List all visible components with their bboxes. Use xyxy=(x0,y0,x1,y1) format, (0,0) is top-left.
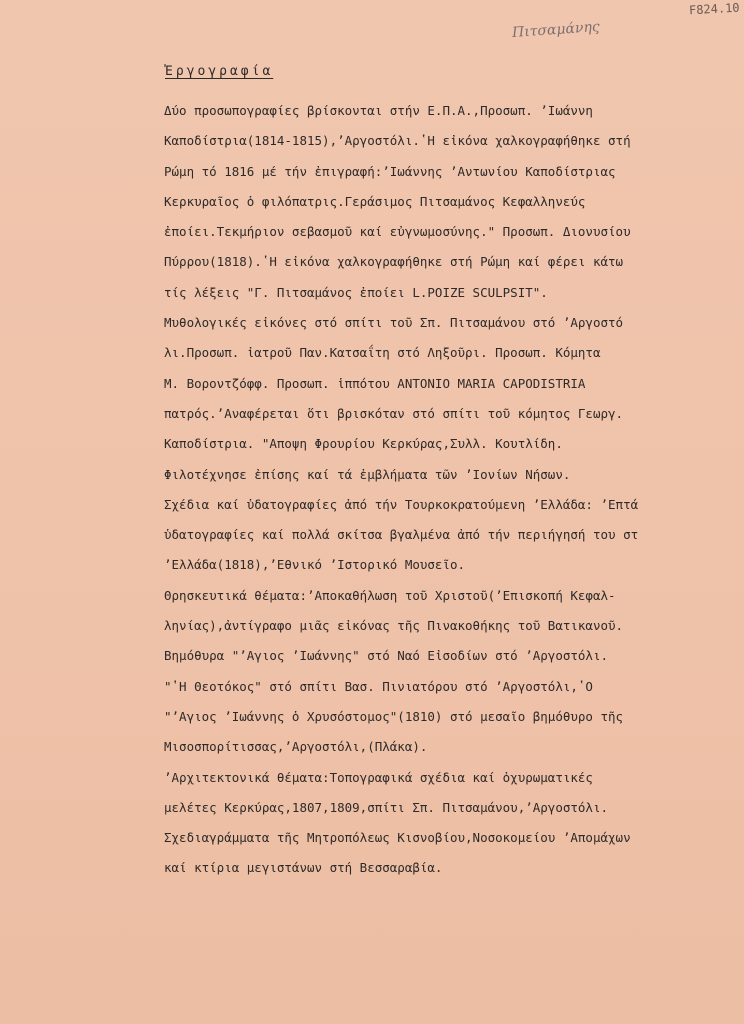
text-line: Καποδίστρια(1814-1815),ʼΑργοστόλι.ʽΗ εἰκόνα χαλκογραφήθηκε στή xyxy=(164,133,631,149)
text-line: Φιλοτέχνησε ἐπίσης καί τά ἐμβλήματα τῶν ʼΙονίων Νήσων. xyxy=(164,466,571,482)
document-title: Ἐργογραφία xyxy=(165,64,274,79)
document-body xyxy=(164,96,744,884)
text-line: ἐποίει.Τεκμήριον σεβασμοῦ καί εὐγνωμοσύνης." Προσωπ. Διονυσίου xyxy=(164,224,631,240)
text-line: Μ. Βοροντζόφφ. Προσωπ. ἱππότου ANTONIO MARIA CAPODISTRIA xyxy=(164,375,586,391)
handwritten-note: Πιτσαμάνης xyxy=(511,18,601,42)
text-line: ʼΑρχιτεκτονικά θέματα:Τοπογραφικά σχέδια καί ὀχυρωματικές xyxy=(164,769,593,785)
text-line: πατρός.ʼΑναφέρεται ὅτι βρισκόταν στό σπίτι τοῦ κόμητος Γεωργ. xyxy=(164,405,624,421)
archive-reference: F824.10 xyxy=(689,0,741,18)
text-line: Βημόθυρα "ʼΑγιος ʼΙωάννης" στό Ναό Εἰσοδίων στό ʼΑργοστόλι. xyxy=(164,648,609,664)
text-line: ʼΕλλάδα(1818),ʼΕθνικό ʼΙστορικό Μουσεῖο. xyxy=(164,557,466,573)
text-line: Σχέδια καί ὑδατογραφίες ἀπό τήν Τουρκοκρατούμενη ʼΕλλάδα: ʼΕπτά xyxy=(164,496,639,512)
text-line: "ʼΑγιος ʼΙωάννης ὁ Χρυσόστομος"(1810) στό μεσαῖο βημόθυρο τῆς xyxy=(164,708,624,724)
text-line: Θρησκευτικά θέματα:ʼΑποκαθήλωση τοῦ Χριστοῦ(ʼΕπισκοπή Κεφαλ- xyxy=(164,587,616,603)
text-line: "ʽΗ Θεοτόκος" στό σπίτι Βασ. Πινιατόρου στό ʼΑργοστόλι,ʽΟ xyxy=(164,678,593,694)
text-line: Σχεδιαγράμματα τῆς Μητροπόλεως Κισνοβίου,Νοσοκομείου ʼΑπομάχων xyxy=(164,830,631,846)
text-line: Μισοσπορίτισσας,ʼΑργοστόλι,(Πλάκα). xyxy=(164,739,428,755)
text-line: Δύο προσωπογραφίες βρίσκονται στήν Ε.Π.Α.,Προσωπ. ʼΙωάννη xyxy=(164,103,593,118)
text-line: Μυθολογικές εἰκόνες στό σπίτι τοῦ Σπ. Πιτσαμάνου στό ʼΑργοστό xyxy=(164,315,624,331)
text-line: καί κτίρια μεγιστάνων στή Βεσσαραβία. xyxy=(164,860,443,876)
text-line: Ρώμη τό 1816 μέ τήν ἐπιγραφή:ʼΙωάννης ʼΑντωνίου Καποδίστριας xyxy=(164,163,616,179)
text-line: ληνίας),ἀντίγραφο μιᾶς εἰκόνας τῆς Πινακοθήκης τοῦ Βατικανοῦ. xyxy=(164,618,624,634)
text-line: μελέτες Κερκύρας,1807,1809,σπίτι Σπ. Πιτσαμάνου,ʼΑργοστόλι. xyxy=(164,799,609,815)
text-line: λι.Προσωπ. ἰατροῦ Παν.Κατσαΐτη στό Ληξοῦρι. Προσωπ. Κόμητα xyxy=(164,345,601,361)
text-line: Καποδίστρια. "Αποψη Φρουρίου Κερκύρας,Συλλ. Κουτλίδη. xyxy=(164,436,563,452)
text-line: τίς λέξεις "Γ. Πιτσαμάνος ἐποίει L.POIZE SCULPSIT". xyxy=(164,284,548,300)
text-line: Κερκυραῖος ὁ φιλόπατρις.Γεράσιμος Πιτσαμάνος Κεφαλληνεύς xyxy=(164,193,586,209)
text-line: ὑδατογραφίες καί πολλά σκίτσα βγαλμένα ἀπό τήν περιήγησή του στ xyxy=(164,527,639,543)
text-line: Πύρρου(1818).ʽΗ εἰκόνα χαλκογραφήθηκε στή Ρώμη καί φέρει κάτω xyxy=(164,254,624,270)
